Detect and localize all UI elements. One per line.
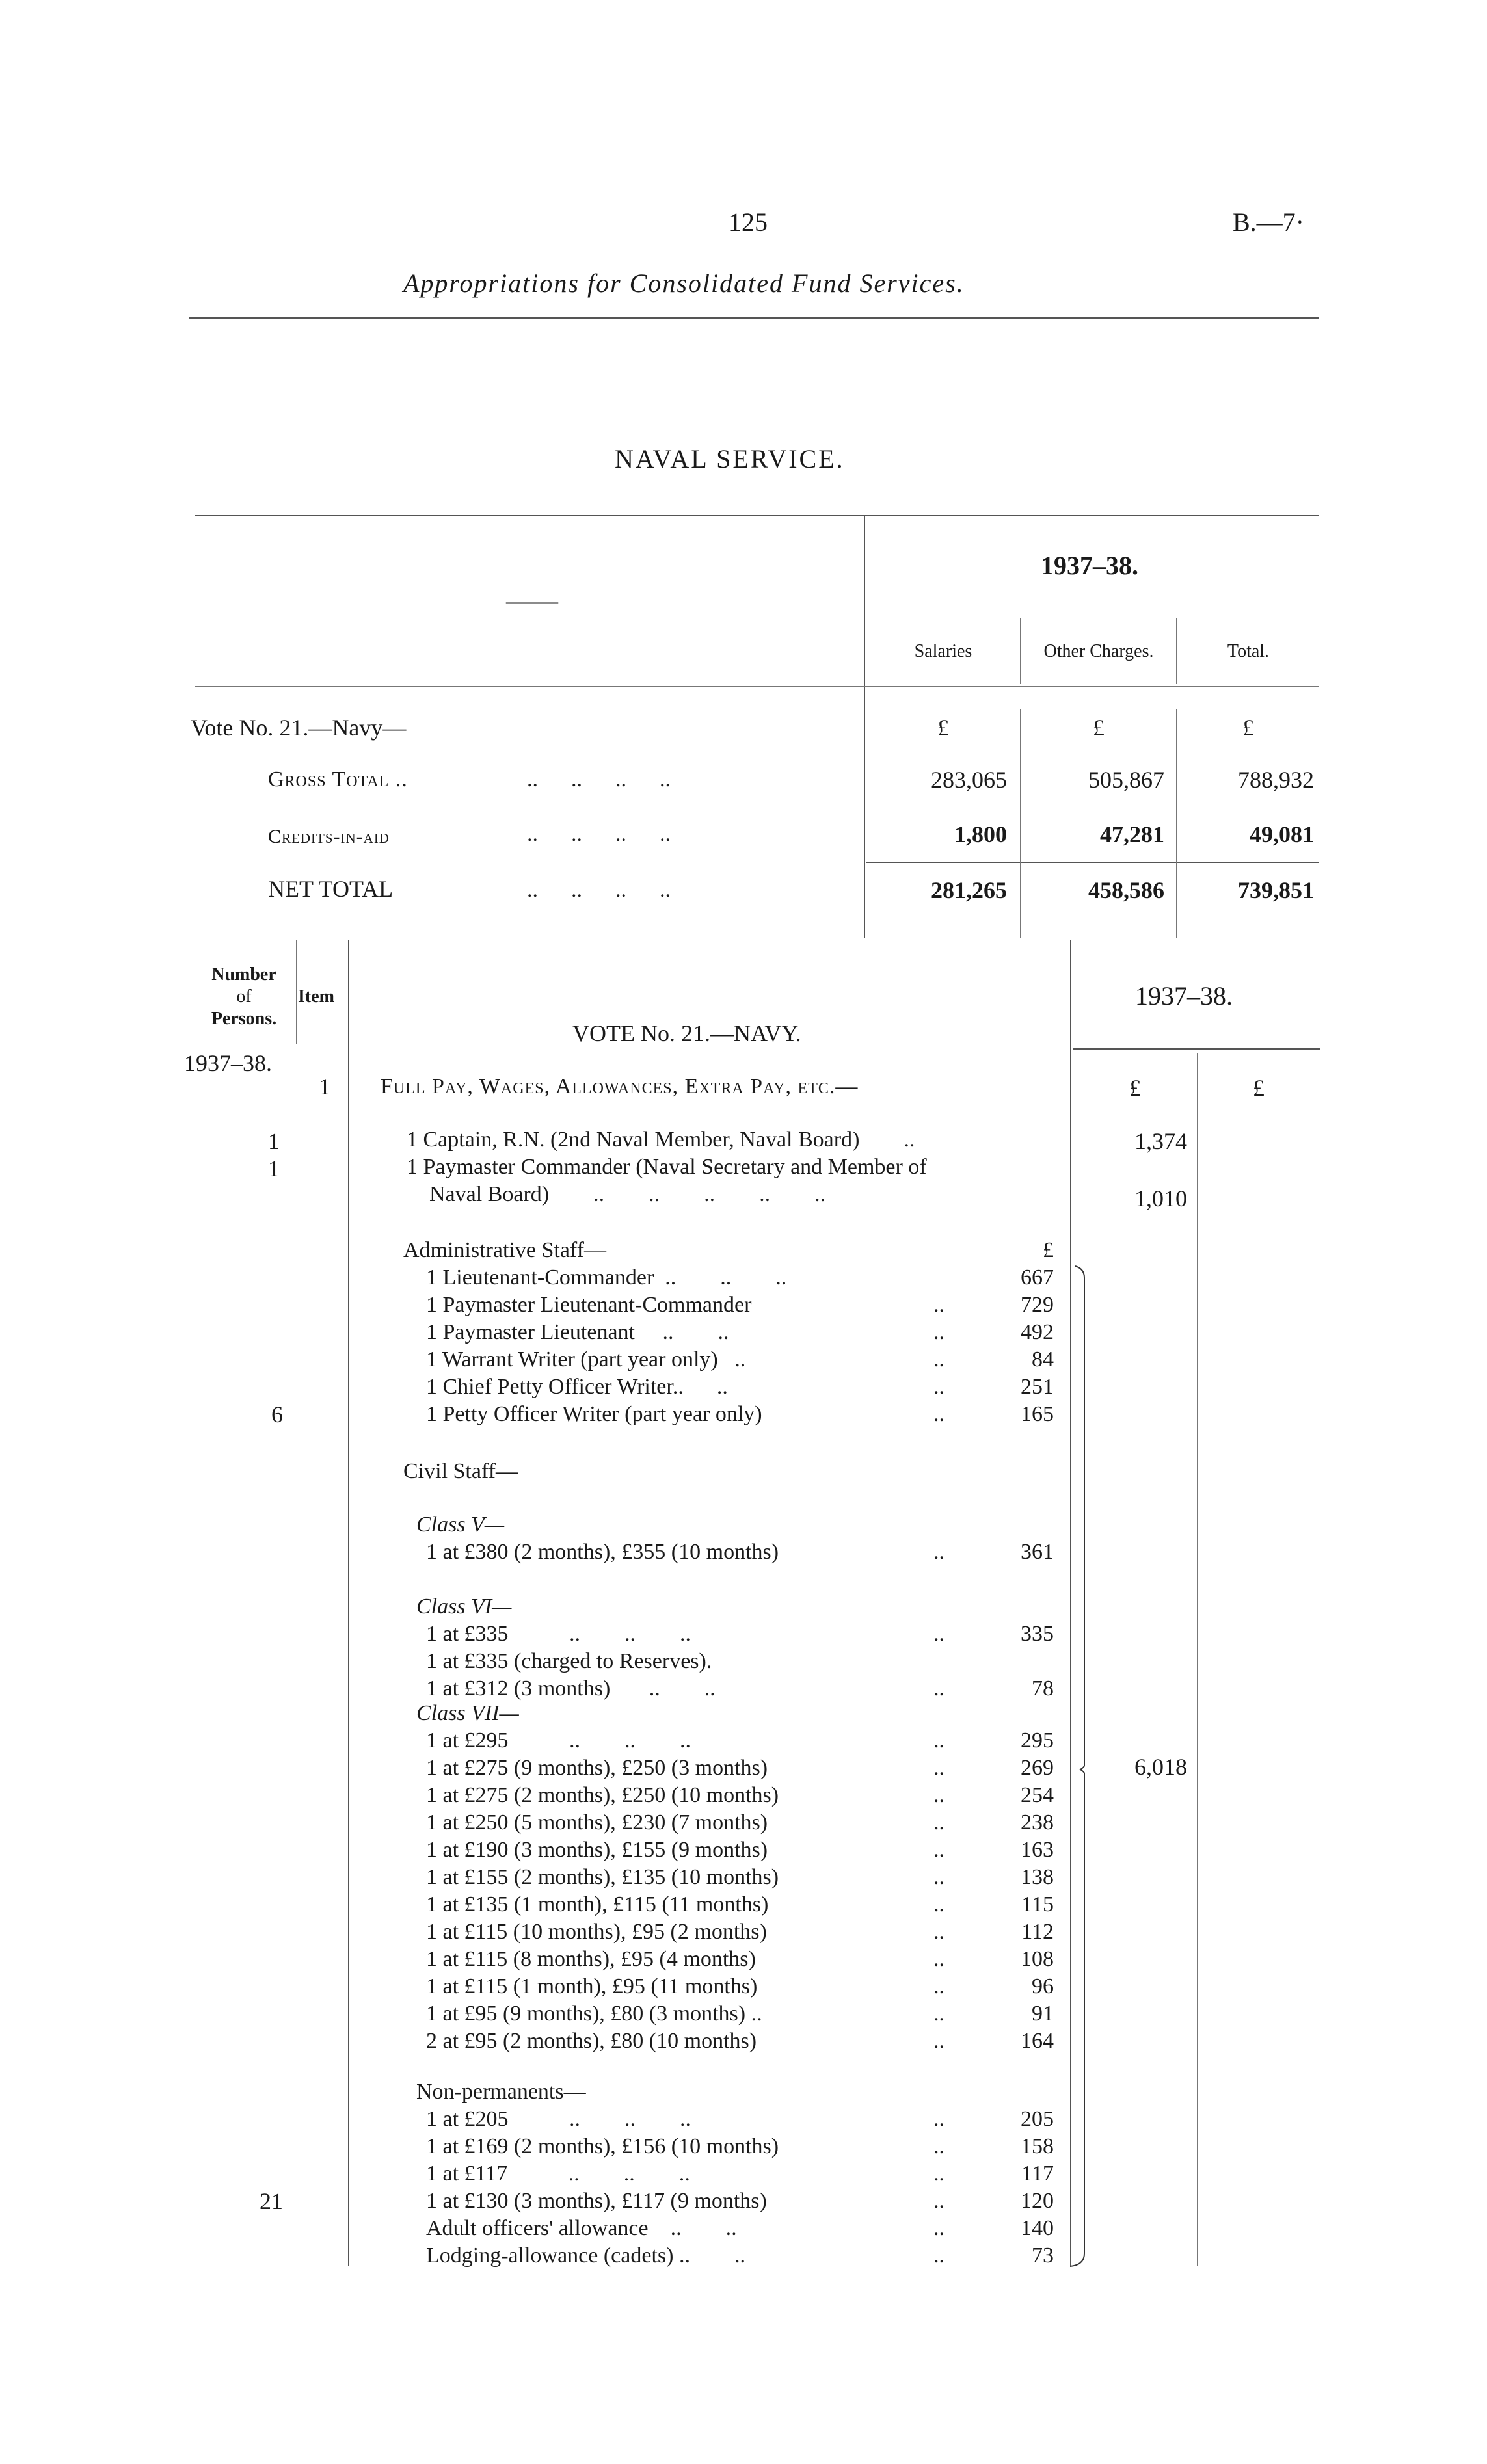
staff-amount: 729 xyxy=(1021,1293,1054,1317)
staff-line: 1 Petty Officer Writer (part year only) xyxy=(426,1402,762,1426)
persons-count: 1 xyxy=(268,1128,280,1154)
currency-col-1: £ xyxy=(1129,1075,1141,1101)
currency-salaries: £ xyxy=(937,715,949,741)
staff-line: 1 Lieutenant-Commander .. .. .. xyxy=(426,1265,787,1290)
nonperm-heading: Non-permanents— xyxy=(416,2080,586,2104)
leader-dots: .. xyxy=(933,1920,944,1944)
leader-dots: .. xyxy=(933,1865,944,1889)
staff-amount: 117 xyxy=(1021,2162,1054,2186)
leader-dots: .. xyxy=(933,1293,944,1317)
summary-top-rule xyxy=(195,515,1319,516)
class-vi-heading: Class VI— xyxy=(416,1595,512,1619)
staff-line: 1 at £155 (2 months), £135 (10 months) xyxy=(426,1865,779,1889)
staff-line: 1 Chief Petty Officer Writer.. .. xyxy=(426,1375,728,1399)
leader-dots: .. xyxy=(933,2162,944,2186)
col-total: Total. xyxy=(1227,641,1270,661)
staff-line: 1 at £115 (8 months), £95 (4 months) xyxy=(426,1947,756,1971)
summary-year: 1937–38. xyxy=(1041,551,1138,580)
leader-dots: .. xyxy=(933,1729,944,1753)
leader-dots: .. xyxy=(933,2244,944,2268)
leader-dots: .. xyxy=(933,2002,944,2026)
staff-line: 1 at £135 (1 month), £115 (11 months) xyxy=(426,1892,769,1916)
staff-amount: 361 xyxy=(1021,1540,1054,1564)
staff-line: 1 at £117 .. .. .. xyxy=(426,2162,690,2186)
staff-amount: 108 xyxy=(1021,1947,1054,1971)
leader-dots: .. xyxy=(933,1402,944,1426)
row-dots: .. .. .. .. xyxy=(527,767,671,791)
staff-line: 1 at £190 (3 months), £155 (9 months) xyxy=(426,1838,768,1862)
civil-heading: Civil Staff— xyxy=(403,1459,518,1483)
currency-col-2: £ xyxy=(1253,1075,1265,1101)
detail-col-divider xyxy=(296,940,297,1044)
staff-line: 1 Paymaster Lieutenant-Commander xyxy=(426,1293,752,1317)
summary-header-rule xyxy=(195,686,1319,687)
officer-amount: 1,374 xyxy=(1134,1128,1187,1154)
col-salaries: Salaries xyxy=(914,641,972,661)
gross-other: 505,867 xyxy=(1088,767,1164,793)
staff-line: 1 at £205 .. .. .. xyxy=(426,2107,691,2131)
leader-dots: .. xyxy=(933,1756,944,1780)
staff-amount: 667 xyxy=(1021,1265,1054,1290)
item-number: 1 xyxy=(319,1074,330,1100)
staff-amount: 96 xyxy=(1032,1974,1054,1998)
class-vii-heading: Class VII— xyxy=(416,1701,519,1725)
staff-line: 2 at £95 (2 months), £80 (10 months) xyxy=(426,2029,757,2053)
staff-line: 1 at £312 (3 months) .. .. xyxy=(426,1676,716,1701)
net-total-rule xyxy=(866,862,1319,863)
row-label: Gross Total .. xyxy=(268,767,408,791)
staff-amount: 164 xyxy=(1021,2029,1054,2053)
credits-total: 49,081 xyxy=(1250,821,1314,847)
vote-heading: VOTE No. 21.—NAVY. xyxy=(572,1020,801,1046)
staff-amount: 269 xyxy=(1021,1756,1054,1780)
staff-line: 1 at £275 (9 months), £250 (3 months) xyxy=(426,1756,768,1780)
staff-amount: 163 xyxy=(1021,1838,1054,1862)
summary-col-divider xyxy=(1176,709,1177,938)
leader-dots: .. xyxy=(933,1540,944,1564)
persons-count: 1 xyxy=(268,1156,280,1182)
leader-dots: .. xyxy=(933,1622,944,1646)
staff-line: 1 at £115 (10 months), £95 (2 months) xyxy=(426,1920,767,1944)
year-rule xyxy=(1073,1048,1320,1050)
row-dots: .. .. .. .. xyxy=(527,822,671,846)
staff-amount: 112 xyxy=(1021,1920,1054,1944)
document-reference: B.—7· xyxy=(1233,207,1304,237)
summary-col-divider xyxy=(1176,618,1177,684)
currency-total: £ xyxy=(1242,715,1254,741)
staff-amount: 84 xyxy=(1032,1347,1054,1371)
staff-amount: 158 xyxy=(1021,2134,1054,2158)
staff-line: 1 at £295 .. .. .. xyxy=(426,1729,691,1753)
leader-dots: .. xyxy=(933,1974,944,1998)
net-salaries: 281,265 xyxy=(931,877,1007,903)
officer-line: 1 Paymaster Commander (Naval Secretary and Member of xyxy=(407,1155,927,1179)
summary-dash: —— xyxy=(506,586,558,615)
page-subtitle: Appropriations for Consolidated Fund Services. xyxy=(403,269,965,298)
summary-divider xyxy=(864,515,865,938)
amount-col-divider xyxy=(1197,1053,1198,2266)
staff-line: 1 at £115 (1 month), £95 (11 months) xyxy=(426,1974,758,1998)
bracket-total: 6,018 xyxy=(1134,1754,1187,1780)
staff-amount: 138 xyxy=(1021,1865,1054,1889)
leader-dots: .. xyxy=(933,1347,944,1371)
staff-line: 1 at £130 (3 months), £117 (9 months) xyxy=(426,2189,767,2213)
persons-count: 6 xyxy=(271,1401,283,1427)
staff-line: 1 at £275 (2 months), £250 (10 months) xyxy=(426,1783,779,1807)
staff-amount: 251 xyxy=(1021,1375,1054,1399)
leader-dots: .. xyxy=(933,1838,944,1862)
staff-amount: 295 xyxy=(1021,1729,1054,1753)
admin-heading: Administrative Staff— xyxy=(403,1238,606,1262)
section-title: NAVAL SERVICE. xyxy=(615,444,845,473)
currency-other: £ xyxy=(1093,715,1105,741)
staff-amount: 78 xyxy=(1032,1676,1054,1701)
item-header: Item xyxy=(298,987,334,1007)
header-rule xyxy=(189,317,1319,319)
number-of-persons-header xyxy=(195,964,293,1030)
persons-year: 1937–38. xyxy=(184,1050,272,1076)
staff-amount: 120 xyxy=(1021,2189,1054,2213)
header-line: Persons. xyxy=(211,1009,277,1029)
staff-amount: 73 xyxy=(1032,2244,1054,2268)
persons-count: 21 xyxy=(260,2188,283,2214)
leader-dots: .. xyxy=(933,1810,944,1835)
staff-amount: 91 xyxy=(1032,2002,1054,2026)
leader-dots: .. xyxy=(933,2216,944,2240)
vote-label: Vote No. 21.—Navy— xyxy=(191,715,407,741)
net-other: 458,586 xyxy=(1088,877,1164,903)
header-line: of xyxy=(236,987,252,1007)
leader-dots: .. xyxy=(933,2029,944,2053)
leader-dots: .. xyxy=(933,1892,944,1916)
staff-line: Lodging-allowance (cadets) .. .. xyxy=(426,2244,745,2268)
staff-amount: 335 xyxy=(1021,1622,1054,1646)
detail-year-header: 1937–38. xyxy=(1135,981,1233,1011)
officer-line: Naval Board) .. .. .. .. .. xyxy=(429,1182,826,1206)
staff-amount: 140 xyxy=(1021,2216,1054,2240)
officer-amount: 1,010 xyxy=(1134,1186,1187,1212)
staff-line: 1 at £250 (5 months), £230 (7 months) xyxy=(426,1810,768,1835)
staff-line: Adult officers' allowance .. .. xyxy=(426,2216,737,2240)
officer-line: 1 Captain, R.N. (2nd Naval Member, Naval Board) .. xyxy=(407,1128,915,1152)
staff-amount: 238 xyxy=(1021,1810,1054,1835)
class-v-heading: Class V— xyxy=(416,1513,505,1537)
leader-dots: .. xyxy=(933,2134,944,2158)
staff-line: 1 at £380 (2 months), £355 (10 months) xyxy=(426,1540,779,1564)
staff-line: 1 at £335 (charged to Reserves). xyxy=(426,1649,712,1673)
page-number: 125 xyxy=(729,207,768,237)
net-total: 739,851 xyxy=(1238,877,1314,903)
credits-salaries: 1,800 xyxy=(954,821,1007,847)
col-other-charges: Other Charges. xyxy=(1043,641,1154,661)
credits-other: 47,281 xyxy=(1100,821,1164,847)
leader-dots: .. xyxy=(933,1375,944,1399)
row-dots: .. .. .. .. xyxy=(527,878,671,902)
staff-line: 1 at £95 (9 months), £80 (3 months) .. xyxy=(426,2002,762,2026)
leader-dots: .. xyxy=(933,1783,944,1807)
detail-col-divider xyxy=(348,940,349,2266)
summary-col-divider xyxy=(1020,709,1021,938)
leader-dots: .. xyxy=(933,1320,944,1344)
staff-amount: 165 xyxy=(1021,1402,1054,1426)
staff-line: 1 at £335 .. .. .. xyxy=(426,1622,691,1646)
item-heading: Full Pay, Wages, Allowances, Extra Pay, etc.— xyxy=(381,1074,859,1098)
row-label: NET TOTAL xyxy=(268,876,394,902)
leader-dots: .. xyxy=(933,1676,944,1701)
gross-salaries: 283,065 xyxy=(931,767,1007,793)
row-label: Credits-in-aid xyxy=(268,826,390,847)
staff-line: 1 at £169 (2 months), £156 (10 months) xyxy=(426,2134,779,2158)
leader-dots: .. xyxy=(933,2189,944,2213)
admin-currency: £ xyxy=(1043,1238,1054,1262)
staff-amount: 115 xyxy=(1021,1892,1054,1916)
staff-amount: 492 xyxy=(1021,1320,1054,1344)
gross-total: 788,932 xyxy=(1238,767,1314,793)
leader-dots: .. xyxy=(933,2107,944,2131)
staff-line: 1 Warrant Writer (part year only) .. xyxy=(426,1347,746,1371)
leader-dots: .. xyxy=(933,1947,944,1971)
staff-amount: 254 xyxy=(1021,1783,1054,1807)
summary-col-divider xyxy=(1020,618,1021,684)
header-line: Number xyxy=(211,964,276,985)
staff-line: 1 Paymaster Lieutenant .. .. xyxy=(426,1320,729,1344)
staff-amount: 205 xyxy=(1021,2107,1054,2131)
